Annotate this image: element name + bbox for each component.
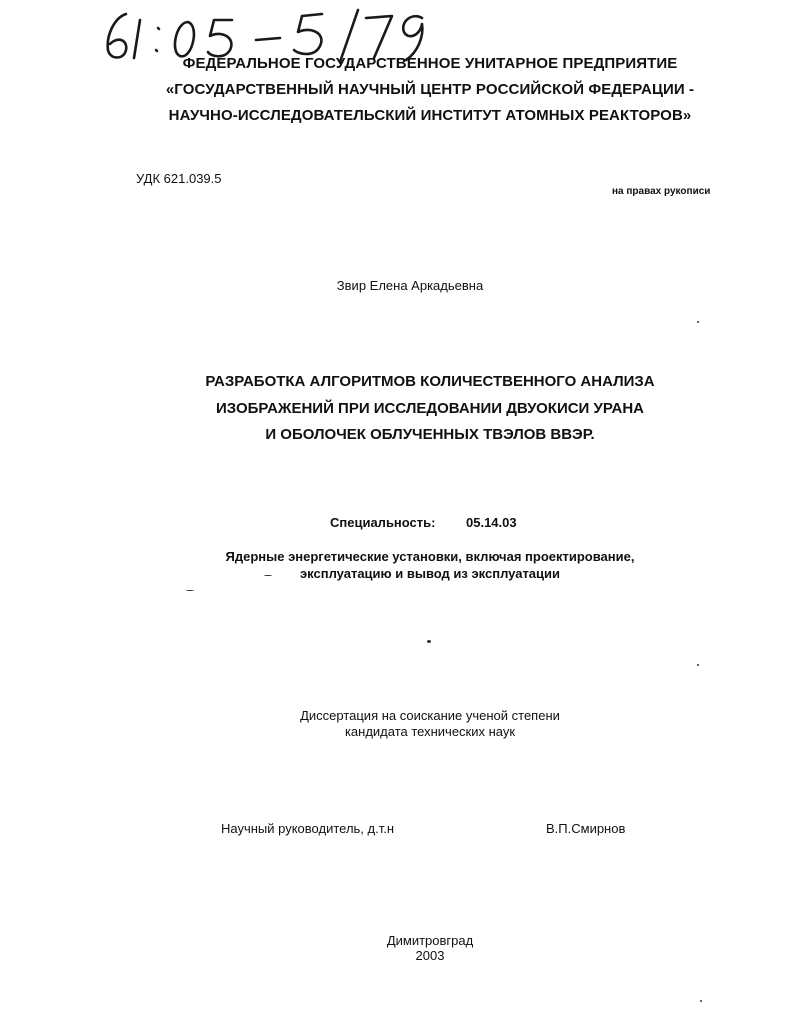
scan-speck <box>697 321 699 323</box>
dissertation-line-2: кандидата технических наук <box>344 724 516 739</box>
thesis-title-line-1: РАЗРАБОТКА АЛГОРИТМОВ КОЛИЧЕСТВЕННОГО АНАЛИЗА <box>205 373 655 390</box>
thesis-title-line-3: И ОБОЛОЧЕК ОБЛУЧЕННЫХ ТВЭЛОВ ВВЭР. <box>265 426 595 443</box>
manuscript-rights-note: на правах рукописи <box>612 186 711 197</box>
scan-speck <box>186 590 194 591</box>
scan-speck <box>427 640 431 643</box>
specialty-name-line-1: Ядерные энергетические установки, включая проектирование, <box>225 549 635 564</box>
dissertation-line-1: Диссертация на соискание ученой степени <box>300 708 560 723</box>
thesis-title-line-2: ИЗОБРАЖЕНИЙ ПРИ ИССЛЕДОВАНИИ ДВУОКИСИ УРАНА <box>215 400 645 417</box>
specialty-code: 05.14.03 <box>466 515 517 530</box>
scan-speck <box>700 1000 702 1002</box>
scan-speck <box>697 664 699 666</box>
organization-line-3: НАУЧНО-ИССЛЕДОВАТЕЛЬСКИЙ ИНСТИТУТ АТОМНЫХ РЕАКТОРОВ» <box>168 107 692 124</box>
udk-code: УДК 621.039.5 <box>136 171 222 186</box>
author-name: Звир Елена Аркадьевна <box>336 278 484 293</box>
scan-speck <box>264 575 272 576</box>
supervisor-label: Научный руководитель, д.т.н <box>221 821 395 836</box>
organization-line-2: «ГОСУДАРСТВЕННЫЙ НАУЧНЫЙ ЦЕНТР РОССИЙСКОЙ ФЕДЕРАЦИИ - <box>165 81 695 98</box>
specialty-name-line-2: эксплуатацию и вывод из эксплуатации <box>299 566 561 581</box>
year: 2003 <box>415 948 445 963</box>
organization-line-1: ФЕДЕРАЛЬНОЕ ГОСУДАРСТВЕННОЕ УНИТАРНОЕ ПРЕДПРИЯТИЕ <box>182 55 678 72</box>
supervisor-name: В.П.Смирнов <box>546 821 626 836</box>
city: Димитровград <box>386 933 474 948</box>
specialty-label: Специальность: <box>330 515 436 530</box>
